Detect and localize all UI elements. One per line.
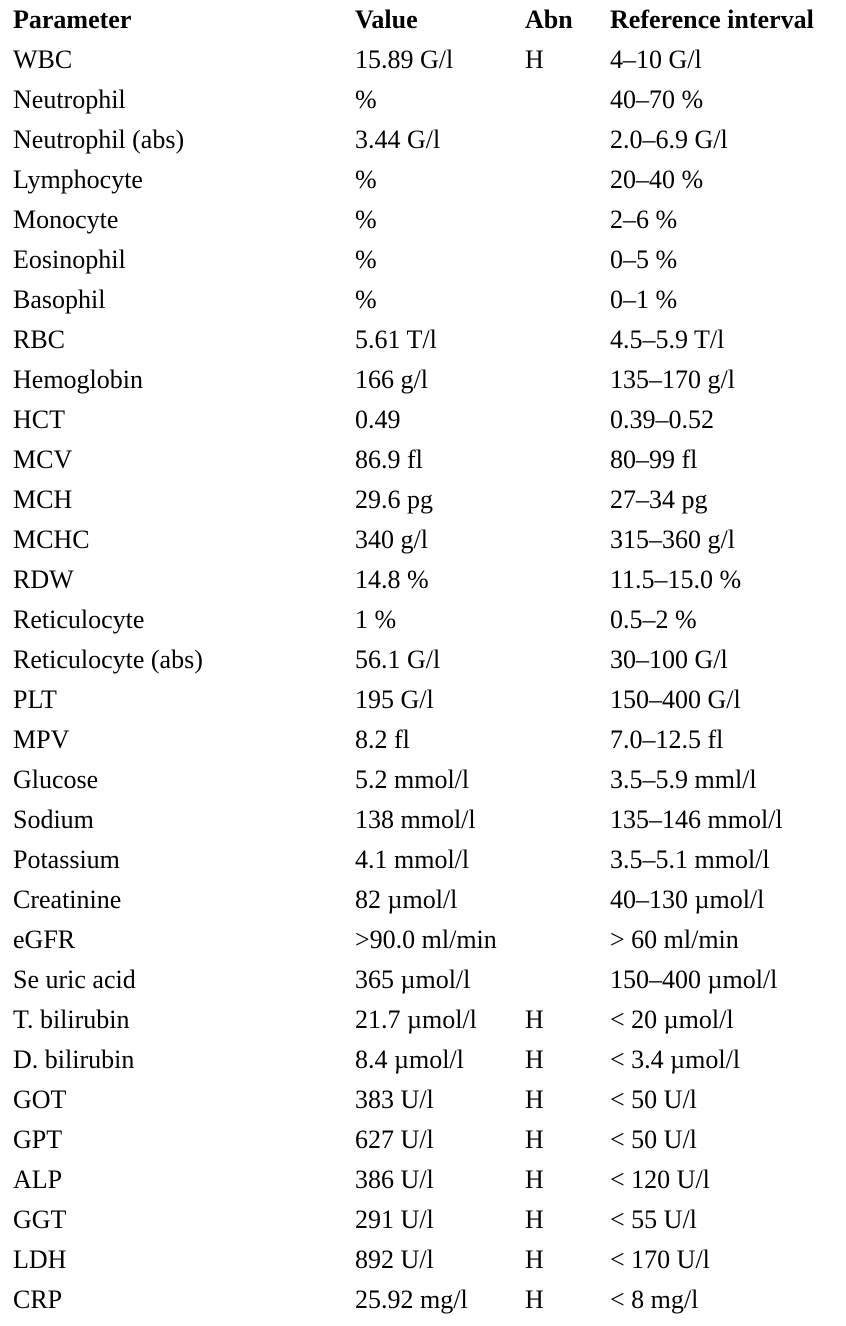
table-row xyxy=(13,920,843,960)
value-cell: 15.89 G/l xyxy=(355,45,454,74)
value-cell: 892 U/l xyxy=(355,1245,434,1274)
reference-interval-cell: 27–34 pg xyxy=(610,485,708,514)
value-cell: 8.2 fl xyxy=(355,725,410,754)
reference-interval-cell: 2.0–6.9 G/l xyxy=(610,125,728,154)
value-cell: 365 µmol/l xyxy=(355,965,471,994)
parameter-cell: Basophil xyxy=(13,285,106,314)
value-cell: 25.92 mg/l xyxy=(355,1285,468,1314)
value-cell: 383 U/l xyxy=(355,1085,434,1114)
table-row xyxy=(13,280,843,320)
parameter-cell: Neutrophil xyxy=(13,85,126,114)
value-cell: 291 U/l xyxy=(355,1205,434,1234)
reference-interval-cell: < 120 U/l xyxy=(610,1165,710,1194)
value-cell: 29.6 pg xyxy=(355,485,433,514)
reference-interval-cell: 3.5–5.9 mml/l xyxy=(610,765,757,794)
table-row xyxy=(13,520,843,560)
reference-interval-cell: < 50 U/l xyxy=(610,1125,697,1154)
parameter-cell: Hemoglobin xyxy=(13,365,143,394)
value-cell: 138 mmol/l xyxy=(355,805,476,834)
parameter-cell: Potassium xyxy=(13,845,120,874)
abnormal-flag-cell: H xyxy=(525,1165,544,1194)
table-row xyxy=(13,560,843,600)
parameter-cell: MCH xyxy=(13,485,73,514)
table-header xyxy=(13,0,843,40)
reference-interval-cell: 135–170 g/l xyxy=(610,365,735,394)
parameter-cell: Sodium xyxy=(13,805,94,834)
table-row xyxy=(13,1000,843,1040)
parameter-cell: Reticulocyte xyxy=(13,605,145,634)
value-cell: 195 G/l xyxy=(355,685,434,714)
reference-interval-cell: 4.5–5.9 T/l xyxy=(610,325,725,354)
reference-interval-cell: 135–146 mmol/l xyxy=(610,805,783,834)
parameter-cell: HCT xyxy=(13,405,65,434)
value-cell: 0.49 xyxy=(355,405,401,434)
table-row xyxy=(13,360,843,400)
reference-interval-cell: 11.5–15.0 % xyxy=(610,565,742,594)
value-cell: % xyxy=(355,245,377,274)
table-row xyxy=(13,720,843,760)
table-row xyxy=(13,680,843,720)
value-cell: 5.2 mmol/l xyxy=(355,765,470,794)
value-cell: 5.61 T/l xyxy=(355,325,437,354)
value-cell: 1 % xyxy=(355,605,397,634)
parameter-cell: PLT xyxy=(13,685,57,714)
parameter-cell: WBC xyxy=(13,45,73,74)
abnormal-flag-cell: H xyxy=(525,1205,544,1234)
reference-interval-cell: 3.5–5.1 mmol/l xyxy=(610,845,770,874)
parameter-cell: LDH xyxy=(13,1245,67,1274)
parameter-cell: D. bilirubin xyxy=(13,1045,135,1074)
table-row xyxy=(13,480,843,520)
table-row xyxy=(13,1120,843,1160)
parameter-cell: Lymphocyte xyxy=(13,165,143,194)
reference-interval-cell: 0.5–2 % xyxy=(610,605,697,634)
reference-interval-cell: 0–5 % xyxy=(610,245,678,274)
reference-interval-cell: 80–99 fl xyxy=(610,445,698,474)
abnormal-flag-cell: H xyxy=(525,1085,544,1114)
reference-interval-cell: < 8 mg/l xyxy=(610,1285,699,1314)
reference-interval-cell: 315–360 g/l xyxy=(610,525,735,554)
abnormal-flag-cell: H xyxy=(525,1045,544,1074)
table-row xyxy=(13,440,843,480)
reference-interval-cell: 30–100 G/l xyxy=(610,645,728,674)
reference-interval-cell: 2–6 % xyxy=(610,205,678,234)
reference-interval-cell: 0.39–0.52 xyxy=(610,405,714,434)
parameter-cell: GOT xyxy=(13,1085,67,1114)
parameter-cell: Neutrophil (abs) xyxy=(13,125,185,154)
table-row xyxy=(13,200,843,240)
table-row xyxy=(13,80,843,120)
reference-interval-cell: 40–70 % xyxy=(610,85,704,114)
table-row xyxy=(13,1160,843,1200)
table-row xyxy=(13,880,843,920)
parameter-cell: MCV xyxy=(13,445,73,474)
parameter-cell: ALP xyxy=(13,1165,63,1194)
reference-interval-cell: < 3.4 µmol/l xyxy=(610,1045,741,1074)
value-cell: 386 U/l xyxy=(355,1165,434,1194)
column-header-reference-interval: Reference interval xyxy=(610,5,814,34)
reference-interval-cell: 40–130 µmol/l xyxy=(610,885,765,914)
parameter-cell: GPT xyxy=(13,1125,63,1154)
parameter-cell: GGT xyxy=(13,1205,67,1234)
abnormal-flag-cell: H xyxy=(525,1245,544,1274)
lab-results-table xyxy=(13,0,843,1320)
value-cell: 340 g/l xyxy=(355,525,428,554)
parameter-cell: CRP xyxy=(13,1285,63,1314)
table-row xyxy=(13,1080,843,1120)
table-row xyxy=(13,840,843,880)
column-header-value: Value xyxy=(355,5,418,34)
reference-interval-cell: 20–40 % xyxy=(610,165,704,194)
value-cell: % xyxy=(355,285,377,314)
table-row xyxy=(13,1040,843,1080)
parameter-cell: eGFR xyxy=(13,925,76,954)
value-cell: 21.7 µmol/l xyxy=(355,1005,477,1034)
parameter-cell: RBC xyxy=(13,325,66,354)
column-header-abn: Abn xyxy=(525,5,573,34)
reference-interval-cell: 150–400 µmol/l xyxy=(610,965,778,994)
value-cell: 8.4 µmol/l xyxy=(355,1045,464,1074)
table-row xyxy=(13,800,843,840)
table-row xyxy=(13,760,843,800)
abnormal-flag-cell: H xyxy=(525,1005,544,1034)
table-row xyxy=(13,1280,843,1320)
table-row xyxy=(13,240,843,280)
reference-interval-cell: 150–400 G/l xyxy=(610,685,741,714)
value-cell: 4.1 mmol/l xyxy=(355,845,470,874)
table-row xyxy=(13,600,843,640)
parameter-cell: Monocyte xyxy=(13,205,119,234)
parameter-cell: Creatinine xyxy=(13,885,122,914)
table-row xyxy=(13,40,843,80)
value-cell: >90.0 ml/min xyxy=(355,925,497,954)
parameter-cell: Eosinophil xyxy=(13,245,126,274)
value-cell: 3.44 G/l xyxy=(355,125,441,154)
table-row xyxy=(13,640,843,680)
parameter-cell: Reticulocyte (abs) xyxy=(13,645,203,674)
value-cell: 56.1 G/l xyxy=(355,645,441,674)
reference-interval-cell: < 50 U/l xyxy=(610,1085,697,1114)
parameter-cell: RDW xyxy=(13,565,74,594)
parameter-cell: MPV xyxy=(13,725,70,754)
table-row xyxy=(13,120,843,160)
table-row xyxy=(13,160,843,200)
parameter-cell: Glucose xyxy=(13,765,99,794)
reference-interval-cell: > 60 ml/min xyxy=(610,925,739,954)
reference-interval-cell: 7.0–12.5 fl xyxy=(610,725,724,754)
parameter-cell: T. bilirubin xyxy=(13,1005,130,1034)
abnormal-flag-cell: H xyxy=(525,1125,544,1154)
table-row xyxy=(13,320,843,360)
value-cell: % xyxy=(355,165,377,194)
value-cell: % xyxy=(355,85,377,114)
value-cell: 627 U/l xyxy=(355,1125,434,1154)
reference-interval-cell: 4–10 G/l xyxy=(610,45,702,74)
abnormal-flag-cell: H xyxy=(525,45,544,74)
table-row xyxy=(13,1240,843,1280)
reference-interval-cell: 0–1 % xyxy=(610,285,678,314)
table-row xyxy=(13,1200,843,1240)
reference-interval-cell: < 20 µmol/l xyxy=(610,1005,734,1034)
table-row xyxy=(13,960,843,1000)
value-cell: 86.9 fl xyxy=(355,445,423,474)
reference-interval-cell: < 55 U/l xyxy=(610,1205,697,1234)
table-body xyxy=(13,40,843,1320)
table-row xyxy=(13,400,843,440)
column-header-parameter: Parameter xyxy=(13,5,132,34)
value-cell: 14.8 % xyxy=(355,565,429,594)
value-cell: 82 µmol/l xyxy=(355,885,458,914)
parameter-cell: Se uric acid xyxy=(13,965,136,994)
parameter-cell: MCHC xyxy=(13,525,90,554)
value-cell: 166 g/l xyxy=(355,365,428,394)
abnormal-flag-cell: H xyxy=(525,1285,544,1314)
value-cell: % xyxy=(355,205,377,234)
reference-interval-cell: < 170 U/l xyxy=(610,1245,710,1274)
